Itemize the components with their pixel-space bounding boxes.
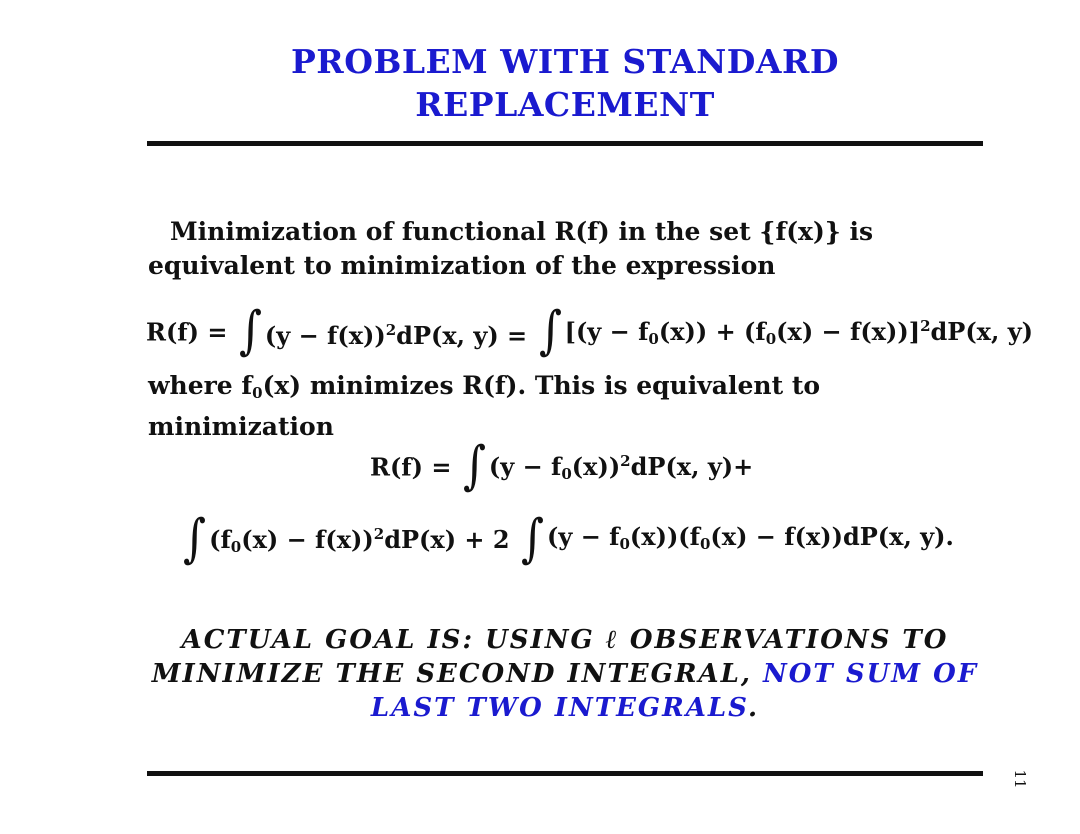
integral-sign: ∫ [183,508,207,569]
eq2-lhs: R(f) = [370,452,452,482]
title-line-2: REPLACEMENT [415,85,715,124]
goal-highlight: NOT SUM OF [763,659,979,689]
eq1-term1: $(y - f(x))^2dP(x$, y) = [264,320,528,350]
goal-line-3: LAST TWO INTEGRALS. [370,693,760,723]
eq2-term: $(y - f_0(x))^2dP(x$, y)+ [488,452,754,483]
goal-line-1: ACTUAL GOAL IS: USING ℓ OBSERVATIONS TO [181,625,949,655]
equation-3 [180,508,954,569]
goal-highlight: LAST TWO INTEGRALS [370,693,749,723]
goal-statement [150,623,980,725]
integral-sign: ∫ [520,508,544,569]
title-line-1: PROBLEM WITH STANDARD [290,42,840,81]
eq1-lhs: R(f) = [146,317,228,347]
equation-2 [370,435,754,496]
integral-sign: ∫ [462,435,486,496]
bottom-rule [147,771,983,776]
where-paragraph: where $f_0(x)$ minimizes R(f). This is equivalent to minimization [148,371,821,441]
equation-1 [146,300,1034,361]
integral-sign: ∫ [538,300,562,361]
goal-line-2: MINIMIZE THE SECOND INTEGRAL, NOT SUM OF [151,659,979,689]
eq1-term2: $[(y - f_0(x)) + (f_0(x) - f(x))]^2dP(x$, y) [564,317,1034,348]
eq3-term1: $(f_0(x) - f(x))^2dP(x) + 2$ [209,525,510,556]
integral-sign: ∫ [238,300,262,361]
page-number: 11 [1011,769,1029,789]
slide-title [150,40,980,126]
eq3-term2: $(y - f_0(x))(f_0(x) - f(x))dP(x$, y). [547,522,954,553]
top-rule [147,141,983,146]
intro-paragraph: Minimization of functional R(f) in the set {f(x)} is equivalent to minimization of the expression [148,217,874,280]
